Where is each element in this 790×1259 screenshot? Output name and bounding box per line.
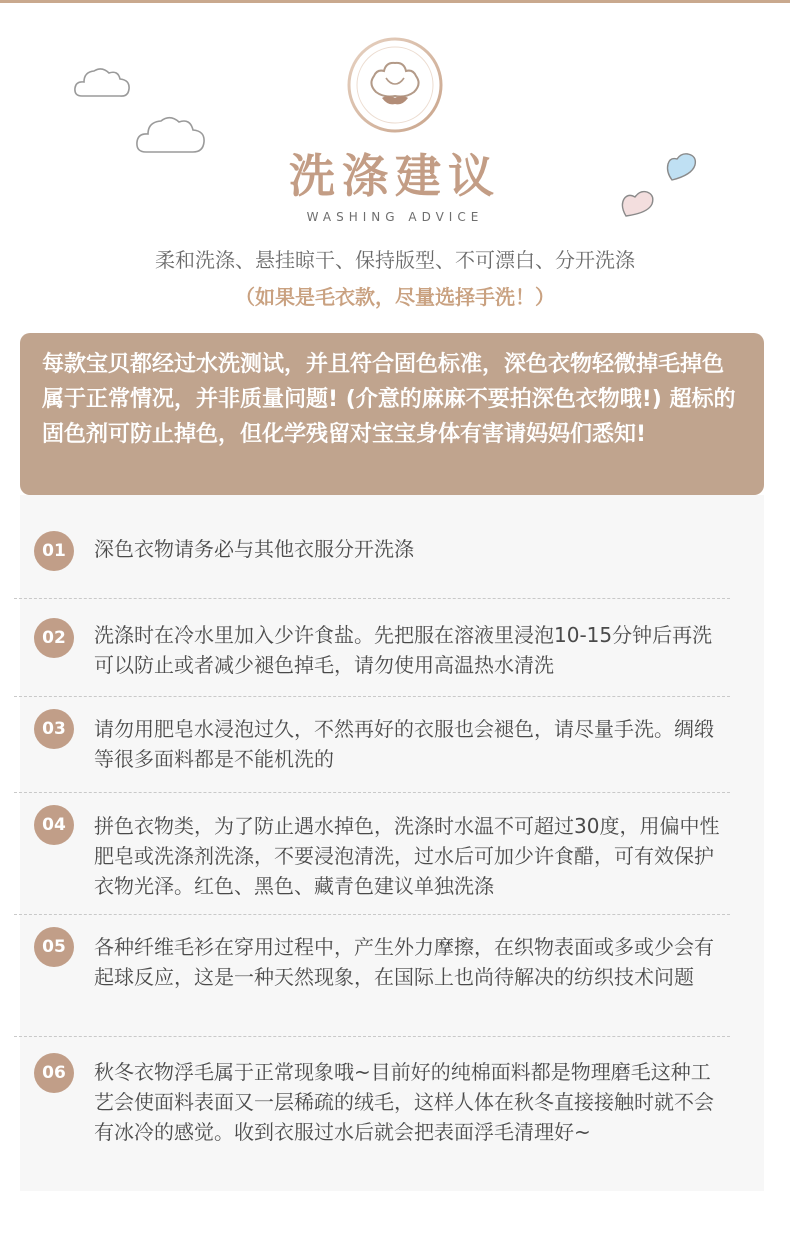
notice-banner (20, 333, 764, 495)
page-title: 洗涤建议 (289, 149, 501, 203)
divider (14, 1036, 730, 1037)
item-text: 各种纤维毛衫在穿用过程中，产生外力摩擦，在织物表面或多或少会有起球反应，这是一种天然现象，在国际上也尚待解决的纺织技术问题 (94, 935, 714, 989)
item-text: 请勿用肥皂水浸泡过久，不然再好的衣服也会褪色，请尽量手洗。绸缎等很多面料都是不能机洗的 (94, 717, 714, 771)
page-subtitle: WASHING ADVICE (306, 210, 484, 224)
item-number: 04 (34, 805, 74, 845)
cotton-flower-icon (346, 36, 444, 134)
hand-wash-note: （如果是毛衣款，尽量选择手洗！） (235, 285, 555, 309)
item-number: 02 (34, 618, 74, 658)
item-number: 05 (34, 927, 74, 967)
item-text: 秋冬衣物浮毛属于正常现象哦~目前好的纯棉面料都是物理磨毛这种工艺会使面料表面又一层稀疏的绒毛，这样人体在秋冬直接接触时就不会有冰冷的感觉。收到衣服过水后就会把表面浮毛清理好~ (94, 1060, 714, 1144)
divider (14, 792, 730, 793)
divider (14, 914, 730, 915)
divider (14, 696, 730, 697)
item-number: 01 (34, 531, 74, 571)
item-number: 03 (34, 709, 74, 749)
item-number: 06 (34, 1053, 74, 1093)
cloud-icon (72, 62, 134, 106)
divider (14, 598, 730, 599)
item-text: 洗涤时在冷水里加入少许食盐。先把服在溶液里浸泡10-15分钟后再洗可以防止或者减少褪色掉毛，请勿使用高温热水清洗 (94, 623, 713, 677)
care-tips: 柔和洗涤、悬挂晾干、保持版型、不可漂白、分开洗涤 (155, 248, 635, 272)
notice-text: 每款宝贝都经过水洗测试，并且符合固色标准，深色衣物轻微掉毛掉色属于正常情况，并非质量问题! (介意的麻麻不要拍深色衣物哦!) 超标的固色剂可防止掉色，但化学残留对宝宝身体有害请妈妈们悉知! (42, 352, 736, 447)
item-text: 深色衣物请务必与其他衣服分开洗涤 (94, 537, 414, 561)
item-text: 拼色衣物类，为了防止遇水掉色，洗涤时水温不可超过30度，用偏中性肥皂或洗涤剂洗涤，不要浸泡清洗，过水后可加少许食醋，可有效保护衣物光泽。红色、黑色、藏青色建议单独洗涤 (94, 814, 720, 898)
top-divider (0, 0, 790, 3)
